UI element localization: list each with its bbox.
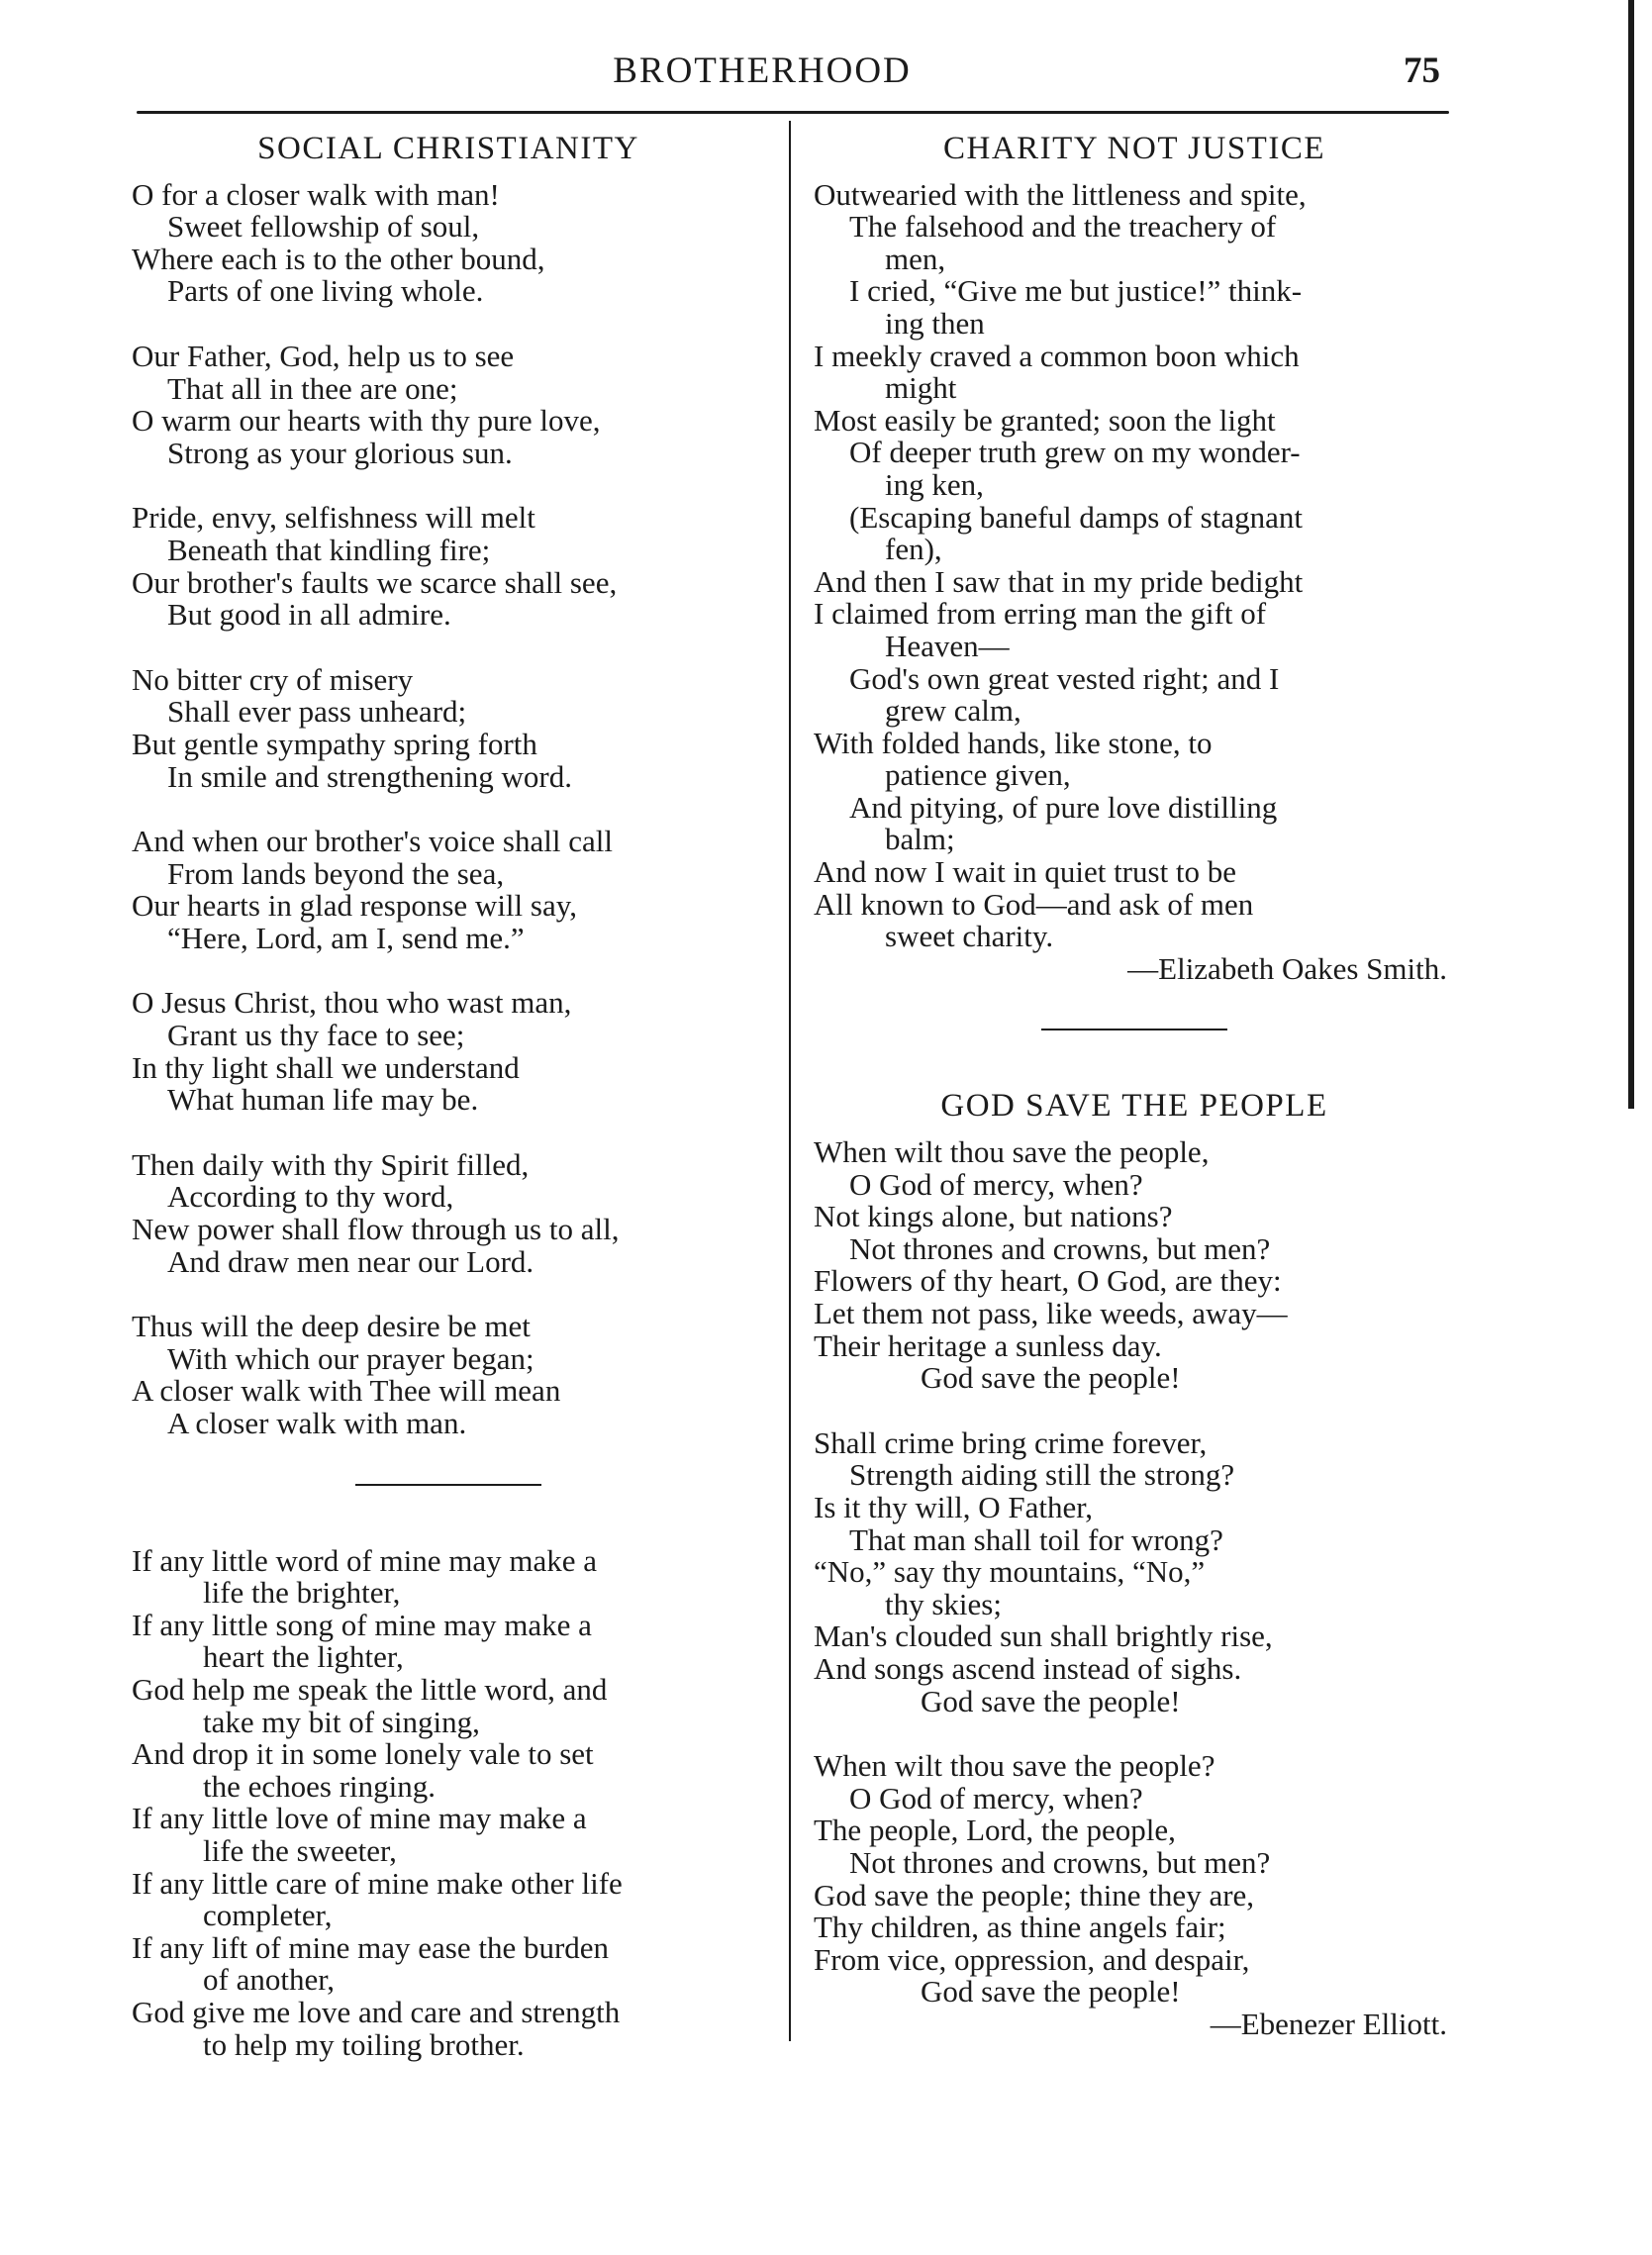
verse-line: And when our brother's voice shall call — [132, 824, 613, 859]
verse-line: What human life may be. — [167, 1082, 479, 1118]
verse-line: to help my toiling brother. — [203, 2026, 525, 2062]
verse-line: A closer walk with Thee will mean — [132, 1373, 561, 1409]
verse-line: Of deeper truth grew on my wonder- — [849, 435, 1301, 470]
verse-line: If any little love of mine may make a — [132, 1801, 587, 1836]
verse-line: life the brighter, — [203, 1575, 401, 1611]
verse-line: Is it thy will, O Father, — [814, 1489, 1094, 1524]
verse-line: Our hearts in glad response will say, — [132, 888, 577, 924]
stanza — [132, 826, 765, 954]
verse-line: heart the lighter, — [203, 1639, 404, 1675]
verse-line: I cried, “Give me but justice!” think- — [849, 273, 1303, 309]
verse-line: Grant us thy face to see; — [167, 1018, 465, 1053]
verse-line: Not thrones and crowns, but men? — [849, 1230, 1271, 1266]
stanza — [132, 338, 765, 470]
verse-line: Let them not pass, like weeds, away— — [814, 1296, 1288, 1330]
verse-line: And songs ascend instead of sighs. — [814, 1650, 1242, 1686]
verse-line: balm; — [885, 822, 955, 857]
verse-line: The falsehood and the treachery of — [849, 209, 1277, 245]
stanza — [132, 176, 765, 309]
stanza — [132, 987, 765, 1116]
verse-line: Shall crime bring crime forever, — [814, 1424, 1208, 1460]
binding-edge — [1628, 0, 1634, 1109]
verse-line: might — [885, 370, 957, 406]
verse-line: If any lift of mine may ease the burden — [132, 1929, 610, 1965]
verse-line: O warm our hearts with thy pure love, — [132, 403, 601, 439]
verse-line: God help me speak the little word, and — [132, 1671, 608, 1707]
verse-line: grew calm, — [885, 693, 1021, 729]
verse-line: Thus will the deep desire be met — [132, 1309, 531, 1344]
verse-line: Parts of one living whole. — [167, 273, 484, 309]
poem-attribution: —Elizabeth Oakes Smith. — [1127, 950, 1447, 986]
stanza — [132, 661, 765, 794]
verse-line: Heaven— — [885, 628, 1010, 663]
verse-line: ing ken, — [885, 466, 984, 502]
verse-line: thy skies; — [885, 1586, 1002, 1621]
verse-line: Outwearied with the littleness and spite, — [814, 176, 1307, 212]
verse-line: In smile and strengthening word. — [167, 758, 572, 794]
untitled-poem — [132, 1542, 765, 2062]
verse-line: With which our prayer began; — [167, 1340, 534, 1376]
verse-line: I claimed from erring man the gift of — [814, 596, 1267, 632]
verse-line: the echoes ringing. — [203, 1768, 437, 1804]
verse-line: If any little song of mine may make a — [132, 1607, 592, 1642]
section-separator — [1041, 1029, 1227, 1030]
verse-line: (Escaping baneful damps of stagnant — [849, 499, 1303, 535]
verse-line: fen), — [885, 532, 942, 567]
column-divider — [789, 121, 791, 2041]
verse-line: of another, — [203, 1962, 336, 1998]
poem-title: SOCIAL CHRISTIANITY — [257, 131, 639, 166]
poem-title: GOD SAVE THE PEOPLE — [940, 1088, 1328, 1125]
verse-line: God save the people! — [921, 1360, 1181, 1396]
page-number: 75 — [1404, 50, 1440, 91]
verse-line: “No,” say thy mountains, “No,” — [814, 1554, 1206, 1590]
verse-line: Our Father, God, help us to see — [132, 338, 515, 373]
verse-line: I meekly craved a common boon which — [814, 338, 1300, 373]
verse-line: When wilt thou save the people? — [814, 1748, 1215, 1784]
stanza — [814, 1136, 1455, 1395]
verse-line: ing then — [885, 305, 985, 341]
verse-line: And now I wait in quiet trust to be — [814, 854, 1237, 890]
verse-line: When wilt thou save the people, — [814, 1134, 1210, 1170]
verse-line: And pitying, of pure love distilling — [849, 789, 1278, 825]
verse-line: Flowers of thy heart, O God, are they: — [814, 1263, 1282, 1299]
verse-line: And then I saw that in my pride bedight — [814, 563, 1304, 599]
verse-line: O for a closer walk with man! — [132, 176, 500, 212]
stanza — [132, 1311, 765, 1439]
verse-line: God's own great vested right; and I — [849, 660, 1280, 696]
verse-line: Then daily with thy Spirit filled, — [132, 1146, 530, 1182]
verse-line: O God of mercy, when? — [849, 1780, 1143, 1815]
verse-line: New power shall flow through us to all, — [132, 1212, 620, 1247]
verse-line: The people, Lord, the people, — [814, 1813, 1176, 1848]
verse-line: Pride, envy, selfishness will melt — [132, 500, 535, 536]
verse-line: Sweet fellowship of soul, — [167, 209, 480, 245]
verse-line: And draw men near our Lord. — [167, 1243, 534, 1279]
verse-line: sweet charity. — [885, 919, 1054, 954]
verse-line: life the sweeter, — [203, 1832, 397, 1868]
verse-line: If any little word of mine may make a — [132, 1542, 598, 1578]
verse-line: Thy children, as thine angels fair; — [814, 1910, 1226, 1945]
right-column — [814, 133, 1455, 2040]
verse-line: Beneath that kindling fire; — [167, 532, 491, 567]
verse-line: Not kings alone, but nations? — [814, 1199, 1173, 1234]
verse-line: men, — [885, 241, 946, 276]
poem-attribution: —Ebenezer Elliott. — [1210, 2006, 1447, 2041]
verse-line: Their heritage a sunless day. — [814, 1327, 1162, 1363]
verse-line: In thy light shall we understand — [132, 1049, 520, 1085]
verse-line: take my bit of singing, — [203, 1704, 480, 1739]
verse-line: That all in thee are one; — [167, 370, 458, 406]
poem-title: CHARITY NOT JUSTICE — [942, 131, 1325, 166]
verse-line: God save the people! — [921, 1974, 1181, 2010]
header-rule — [137, 111, 1449, 114]
verse-line: But good in all admire. — [167, 597, 451, 633]
verse-line: All known to God—and ask of men — [814, 886, 1254, 922]
verse-line: But gentle sympathy spring forth — [132, 726, 537, 761]
verse-line: From lands beyond the sea, — [167, 855, 505, 891]
verse-line: A closer walk with man. — [167, 1406, 467, 1440]
left-column — [132, 133, 765, 2094]
verse-line: Not thrones and crowns, but men? — [849, 1844, 1271, 1880]
verse-line: God save the people; thine they are, — [814, 1877, 1255, 1912]
verse-line: And drop it in some lonely vale to set — [132, 1736, 594, 1772]
verse-line: Man's clouded sun shall brightly rise, — [814, 1618, 1273, 1654]
stanza — [814, 1750, 1455, 2040]
verse-line: completer, — [203, 1898, 333, 1933]
stanza — [132, 502, 765, 631]
verse-line: God give me love and care and strength — [132, 1994, 621, 2029]
stanza — [814, 1424, 1455, 1718]
verse-line: From vice, oppression, and despair, — [814, 1941, 1250, 1977]
verse-line: Shall ever pass unheard; — [167, 694, 467, 730]
verse-line: O Jesus Christ, thou who wast man, — [132, 985, 572, 1021]
verse-line: Most easily be granted; soon the light — [814, 402, 1276, 438]
verse-line: No bitter cry of misery — [132, 661, 414, 697]
verse-line: According to thy word, — [167, 1179, 454, 1215]
stanza — [132, 1146, 765, 1279]
verse-line: With folded hands, like stone, to — [814, 725, 1213, 760]
verse-line: That man shall toil for wrong? — [849, 1521, 1223, 1557]
verse-line: “Here, Lord, am I, send me.” — [167, 920, 525, 955]
verse-line: Our brother's faults we scarce shall see, — [132, 564, 618, 600]
section-separator — [355, 1484, 541, 1486]
verse-line: O God of mercy, when? — [849, 1166, 1143, 1202]
running-title: BROTHERHOOD — [613, 50, 912, 91]
poem-body — [814, 176, 1455, 986]
verse-line: Strength aiding still the strong? — [849, 1457, 1235, 1493]
verse-line: God save the people! — [921, 1683, 1181, 1718]
verse-line: Strong as your glorious sun. — [167, 435, 513, 470]
verse-line: Where each is to the other bound, — [132, 241, 545, 276]
verse-line: If any little care of mine make other life — [132, 1865, 623, 1901]
verse-line: patience given, — [885, 757, 1071, 793]
